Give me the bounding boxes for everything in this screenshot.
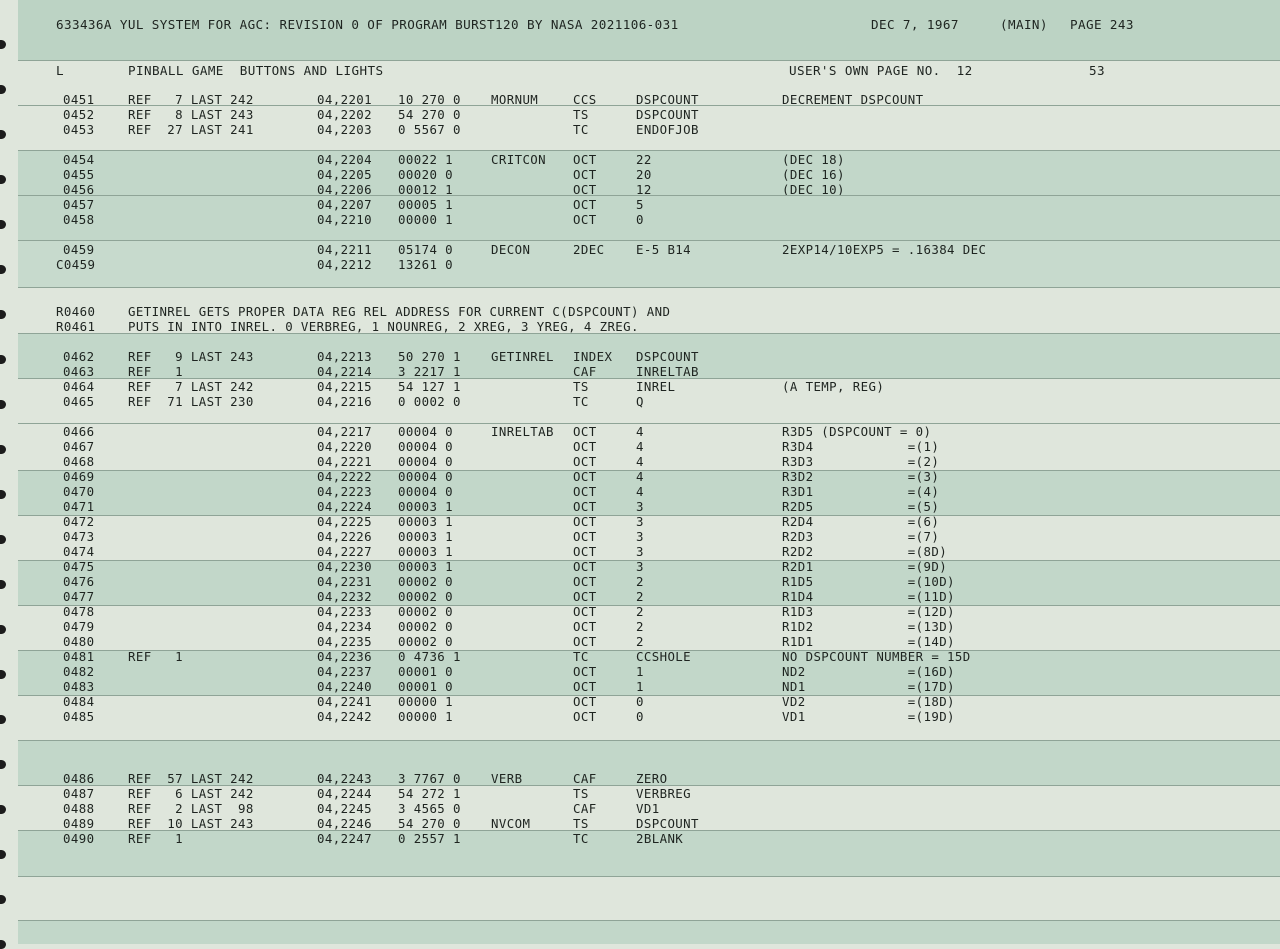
operand: 4 — [636, 484, 644, 499]
octal-word: 0 2557 1 — [398, 831, 461, 846]
operand: 1 — [636, 679, 644, 694]
comment: R2D4 =(6) — [782, 514, 940, 529]
octal-word: 0 0002 0 — [398, 394, 461, 409]
operand: E-5 B14 — [636, 242, 692, 257]
octal-word: 00000 1 — [398, 212, 454, 227]
ref-field: REF 6 LAST 242 — [128, 786, 254, 801]
opcode: OCT — [573, 559, 597, 574]
opcode: CAF — [573, 364, 597, 379]
address: 04,2223 — [317, 484, 373, 499]
operand: INRELTAB — [636, 364, 699, 379]
opcode: OCT — [573, 604, 597, 619]
opcode: OCT — [573, 709, 597, 724]
opcode: INDEX — [573, 349, 613, 364]
address: 04,2210 — [317, 212, 373, 227]
ref-field: REF 2 LAST 98 — [128, 801, 254, 816]
line-number: 0479 — [63, 619, 95, 634]
opcode: OCT — [573, 514, 597, 529]
octal-word: 3 4565 0 — [398, 801, 461, 816]
operand: 0 — [636, 709, 644, 724]
octal-word: 00004 0 — [398, 469, 454, 484]
address: 04,2241 — [317, 694, 373, 709]
address: 04,2244 — [317, 786, 373, 801]
octal-word: 00012 1 — [398, 182, 454, 197]
address: 04,2243 — [317, 771, 373, 786]
operand: 4 — [636, 439, 644, 454]
comment: R1D5 =(10D) — [782, 574, 955, 589]
address: 04,2201 — [317, 92, 373, 107]
ref-field: REF 1 — [128, 649, 184, 664]
line-number: 0454 — [63, 152, 95, 167]
octal-word: 00003 1 — [398, 544, 454, 559]
address: 04,2232 — [317, 589, 373, 604]
ref-field: REF 57 LAST 242 — [128, 771, 254, 786]
line-number: 0477 — [63, 589, 95, 604]
octal-word: 00003 1 — [398, 514, 454, 529]
address: 04,2213 — [317, 349, 373, 364]
address: 04,2214 — [317, 364, 373, 379]
opcode: OCT — [573, 167, 597, 182]
comment: ND2 =(16D) — [782, 664, 955, 679]
octal-word: 0 4736 1 — [398, 649, 461, 664]
octal-word: 00003 1 — [398, 529, 454, 544]
operand: 5 — [636, 197, 644, 212]
octal-word: 00004 0 — [398, 454, 454, 469]
address: 04,2211 — [317, 242, 373, 257]
operand: Q — [636, 394, 644, 409]
octal-word: 3 2217 1 — [398, 364, 461, 379]
line-number: 0489 — [63, 816, 95, 831]
tractor-feed-holes — [0, 0, 10, 944]
opcode: OCT — [573, 589, 597, 604]
comment: VD2 =(18D) — [782, 694, 955, 709]
octal-word: 00020 0 — [398, 167, 454, 182]
address: 04,2216 — [317, 394, 373, 409]
comment: R1D4 =(11D) — [782, 589, 955, 604]
remark-text: GETINREL GETS PROPER DATA REG REL ADDRESS FOR CURRENT C(DSPCOUNT) AND — [128, 304, 671, 319]
octal-word: 00002 0 — [398, 574, 454, 589]
comment: VD1 =(19D) — [782, 709, 955, 724]
octal-word: 00002 0 — [398, 589, 454, 604]
octal-word: 00004 0 — [398, 484, 454, 499]
address: 04,2220 — [317, 439, 373, 454]
octal-word: 05174 0 — [398, 242, 454, 257]
address: 04,2226 — [317, 529, 373, 544]
label: GETINREL — [491, 349, 554, 364]
remark-text: PUTS IN INTO INREL. 0 VERBREG, 1 NOUNREG, 2 XREG, 3 YREG, 4 ZREG. — [128, 319, 639, 334]
line-number: 0472 — [63, 514, 95, 529]
operand: 2 — [636, 619, 644, 634]
address: 04,2231 — [317, 574, 373, 589]
ref-field: REF 27 LAST 241 — [128, 122, 254, 137]
address: 04,2247 — [317, 831, 373, 846]
line-number: R0461 — [56, 319, 96, 334]
comment: (DEC 10) — [782, 182, 845, 197]
label: CRITCON — [491, 152, 547, 167]
operand: 2 — [636, 604, 644, 619]
operand: 4 — [636, 424, 644, 439]
line-number: C0459 — [56, 257, 96, 272]
section-title: PINBALL GAME BUTTONS AND LIGHTS — [128, 63, 384, 78]
octal-word: 00004 0 — [398, 424, 454, 439]
line-number: 0459 — [63, 242, 95, 257]
address: 04,2217 — [317, 424, 373, 439]
line-number: 0475 — [63, 559, 95, 574]
operand: 3 — [636, 559, 644, 574]
octal-word: 00005 1 — [398, 197, 454, 212]
address: 04,2205 — [317, 167, 373, 182]
opcode: CCS — [573, 92, 597, 107]
octal-word: 00002 0 — [398, 634, 454, 649]
octal-word: 00000 1 — [398, 694, 454, 709]
octal-word: 54 127 1 — [398, 379, 461, 394]
ref-field: REF 1 — [128, 364, 184, 379]
line-number: 0488 — [63, 801, 95, 816]
operand: 0 — [636, 694, 644, 709]
comment: (A TEMP, REG) — [782, 379, 885, 394]
comment: R3D3 =(2) — [782, 454, 940, 469]
line-number: 0482 — [63, 664, 95, 679]
operand: 2 — [636, 634, 644, 649]
address: 04,2245 — [317, 801, 373, 816]
ref-field: REF 7 LAST 242 — [128, 379, 254, 394]
label: VERB — [491, 771, 523, 786]
octal-word: 3 7767 0 — [398, 771, 461, 786]
line-number: 0483 — [63, 679, 95, 694]
header-page: PAGE 243 — [1070, 17, 1134, 32]
operand: 4 — [636, 469, 644, 484]
opcode: OCT — [573, 152, 597, 167]
operand: INREL — [636, 379, 676, 394]
line-number: 0468 — [63, 454, 95, 469]
line-number: 0471 — [63, 499, 95, 514]
opcode: OCT — [573, 574, 597, 589]
operand: 3 — [636, 544, 644, 559]
opcode: OCT — [573, 469, 597, 484]
address: 04,2204 — [317, 152, 373, 167]
line-number: 0452 — [63, 107, 95, 122]
comment: R1D1 =(14D) — [782, 634, 955, 649]
comment: (DEC 18) — [782, 152, 845, 167]
opcode: OCT — [573, 212, 597, 227]
header-title: 633436A YUL SYSTEM FOR AGC: REVISION 0 OF PROGRAM BURST120 BY NASA 2021106-031 — [56, 17, 679, 32]
address: 04,2212 — [317, 257, 373, 272]
comment: R2D1 =(9D) — [782, 559, 948, 574]
opcode: OCT — [573, 679, 597, 694]
header-date: DEC 7, 1967 — [871, 17, 959, 32]
address: 04,2222 — [317, 469, 373, 484]
label: INRELTAB — [491, 424, 554, 439]
address: 04,2246 — [317, 816, 373, 831]
opcode: OCT — [573, 664, 597, 679]
line-number: 0485 — [63, 709, 95, 724]
line-number: 0465 — [63, 394, 95, 409]
line-number: 0490 — [63, 831, 95, 846]
operand: 1 — [636, 664, 644, 679]
operand: 22 — [636, 152, 652, 167]
opcode: OCT — [573, 544, 597, 559]
comment: R3D5 (DSPCOUNT = 0) — [782, 424, 932, 439]
ref-field: REF 7 LAST 242 — [128, 92, 254, 107]
line-number: 0464 — [63, 379, 95, 394]
address: 04,2237 — [317, 664, 373, 679]
opcode: OCT — [573, 454, 597, 469]
octal-word: 54 270 0 — [398, 816, 461, 831]
opcode: TS — [573, 786, 589, 801]
line-number: 0470 — [63, 484, 95, 499]
opcode: TC — [573, 649, 589, 664]
octal-word: 0 5567 0 — [398, 122, 461, 137]
address: 04,2221 — [317, 454, 373, 469]
operand: 3 — [636, 514, 644, 529]
opcode: OCT — [573, 439, 597, 454]
line-number: 0478 — [63, 604, 95, 619]
comment: R2D5 =(5) — [782, 499, 940, 514]
opcode: OCT — [573, 619, 597, 634]
opcode: OCT — [573, 484, 597, 499]
operand: 3 — [636, 499, 644, 514]
comment: (DEC 16) — [782, 167, 845, 182]
operand: ZERO — [636, 771, 668, 786]
address: 04,2235 — [317, 634, 373, 649]
opcode: TS — [573, 816, 589, 831]
opcode: 2DEC — [573, 242, 605, 257]
operand: 2 — [636, 574, 644, 589]
ref-field: REF 1 — [128, 831, 184, 846]
operand: DSPCOUNT — [636, 816, 699, 831]
line-number: 0473 — [63, 529, 95, 544]
octal-word: 00001 0 — [398, 679, 454, 694]
line-number: 0455 — [63, 167, 95, 182]
address: 04,2215 — [317, 379, 373, 394]
operand: 12 — [636, 182, 652, 197]
opcode: CAF — [573, 801, 597, 816]
octal-word: 00000 1 — [398, 709, 454, 724]
address: 04,2242 — [317, 709, 373, 724]
label: MORNUM — [491, 92, 539, 107]
opcode: OCT — [573, 424, 597, 439]
octal-word: 50 270 1 — [398, 349, 461, 364]
address: 04,2202 — [317, 107, 373, 122]
label: NVCOM — [491, 816, 531, 831]
octal-word: 54 270 0 — [398, 107, 461, 122]
octal-word: 00004 0 — [398, 439, 454, 454]
operand: 4 — [636, 454, 644, 469]
opcode: OCT — [573, 634, 597, 649]
comment: 2EXP14/10EXP5 = .16384 DEC — [782, 242, 987, 257]
opcode: OCT — [573, 182, 597, 197]
users-page-label: USER'S OWN PAGE NO. 12 — [789, 63, 973, 78]
opcode: TC — [573, 394, 589, 409]
opcode: TS — [573, 107, 589, 122]
comment: R2D3 =(7) — [782, 529, 940, 544]
label: DECON — [491, 242, 531, 257]
octal-word: 10 270 0 — [398, 92, 461, 107]
octal-word: 00003 1 — [398, 499, 454, 514]
comment: R3D1 =(4) — [782, 484, 940, 499]
operand: CCSHOLE — [636, 649, 692, 664]
line-number: 0456 — [63, 182, 95, 197]
line-number: 0484 — [63, 694, 95, 709]
operand: DSPCOUNT — [636, 349, 699, 364]
address: 04,2224 — [317, 499, 373, 514]
address: 04,2225 — [317, 514, 373, 529]
ref-field: REF 9 LAST 243 — [128, 349, 254, 364]
address: 04,2240 — [317, 679, 373, 694]
line-number: 0469 — [63, 469, 95, 484]
comment: R1D2 =(13D) — [782, 619, 955, 634]
line-number: 0486 — [63, 771, 95, 786]
opcode: OCT — [573, 694, 597, 709]
line-number: 0474 — [63, 544, 95, 559]
operand: DSPCOUNT — [636, 107, 699, 122]
comment: DECREMENT DSPCOUNT — [782, 92, 924, 107]
operand: ENDOFJOB — [636, 122, 699, 137]
line-number: 0458 — [63, 212, 95, 227]
comment: R3D4 =(1) — [782, 439, 940, 454]
line-number: 0453 — [63, 122, 95, 137]
ref-field: REF 10 LAST 243 — [128, 816, 254, 831]
octal-word: 00022 1 — [398, 152, 454, 167]
opcode: CAF — [573, 771, 597, 786]
octal-word: 00001 0 — [398, 664, 454, 679]
address: 04,2206 — [317, 182, 373, 197]
address: 04,2233 — [317, 604, 373, 619]
comment: R3D2 =(3) — [782, 469, 940, 484]
operand: 2BLANK — [636, 831, 684, 846]
opcode: TC — [573, 831, 589, 846]
line-number: 0481 — [63, 649, 95, 664]
operand: DSPCOUNT — [636, 92, 699, 107]
address: 04,2203 — [317, 122, 373, 137]
line-number: 0480 — [63, 634, 95, 649]
operand: VERBREG — [636, 786, 692, 801]
address: 04,2234 — [317, 619, 373, 634]
line-number: 0457 — [63, 197, 95, 212]
comment: R1D3 =(12D) — [782, 604, 955, 619]
address: 04,2230 — [317, 559, 373, 574]
log-code: L — [56, 63, 64, 78]
line-number: 0467 — [63, 439, 95, 454]
line-number: R0460 — [56, 304, 96, 319]
line-number: 0451 — [63, 92, 95, 107]
sheet-number: 53 — [1089, 63, 1105, 78]
comment: ND1 =(17D) — [782, 679, 955, 694]
opcode: OCT — [573, 529, 597, 544]
address: 04,2236 — [317, 649, 373, 664]
line-number: 0466 — [63, 424, 95, 439]
comment: NO DSPCOUNT NUMBER = 15D — [782, 649, 971, 664]
address: 04,2227 — [317, 544, 373, 559]
operand: 3 — [636, 529, 644, 544]
octal-word: 00002 0 — [398, 619, 454, 634]
opcode: OCT — [573, 197, 597, 212]
ref-field: REF 8 LAST 243 — [128, 107, 254, 122]
header-main: (MAIN) — [1000, 17, 1048, 32]
comment: R2D2 =(8D) — [782, 544, 948, 559]
operand: 0 — [636, 212, 644, 227]
operand: 2 — [636, 589, 644, 604]
opcode: TC — [573, 122, 589, 137]
ref-field: REF 71 LAST 230 — [128, 394, 254, 409]
opcode: OCT — [573, 499, 597, 514]
line-number: 0462 — [63, 349, 95, 364]
line-number: 0463 — [63, 364, 95, 379]
operand: VD1 — [636, 801, 660, 816]
operand: 20 — [636, 167, 652, 182]
octal-word: 00003 1 — [398, 559, 454, 574]
octal-word: 00002 0 — [398, 604, 454, 619]
octal-word: 54 272 1 — [398, 786, 461, 801]
line-number: 0487 — [63, 786, 95, 801]
address: 04,2207 — [317, 197, 373, 212]
opcode: TS — [573, 379, 589, 394]
line-number: 0476 — [63, 574, 95, 589]
octal-word: 13261 0 — [398, 257, 454, 272]
